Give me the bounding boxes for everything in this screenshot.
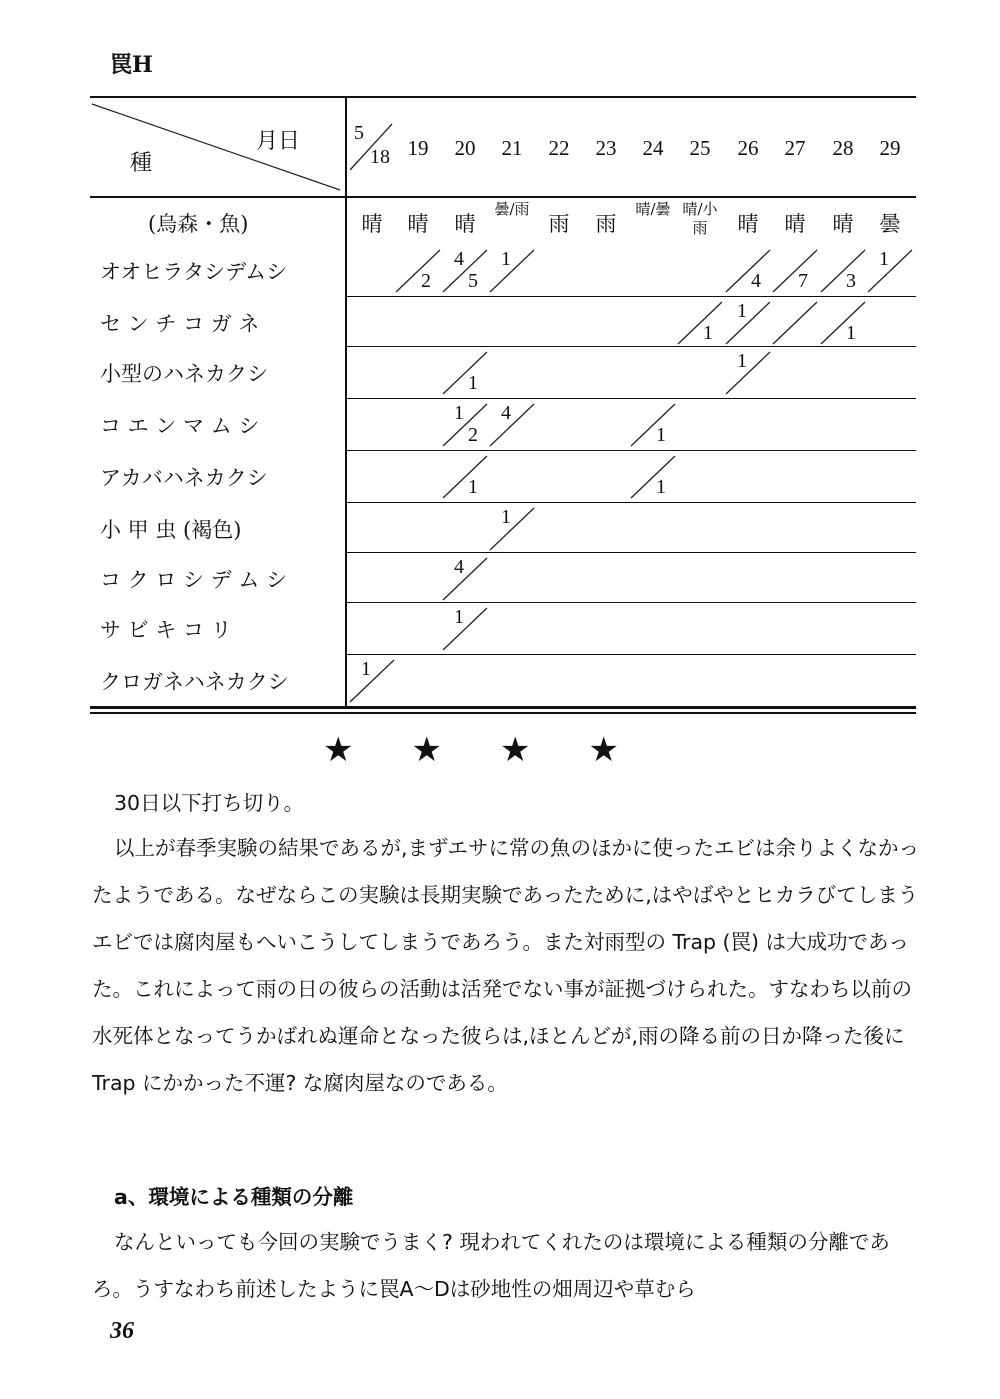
date-label: 23 xyxy=(595,136,617,160)
cell-count-top: 4 xyxy=(454,556,464,578)
cell-count-top: 4 xyxy=(501,402,511,424)
cell-slash xyxy=(773,302,817,344)
weather-cell: 晴 xyxy=(407,212,429,236)
date-label: 29 xyxy=(879,136,901,160)
cell-count-top: 1 xyxy=(737,300,747,322)
paragraph-1: 以上が春季実験の結果であるが,まずエサに常の魚のほかに使ったエビは余りよくなかったようである。なぜならこの実験は長期実験であったために,はやばやとヒカラびてしまうエビでは腐肉屋もへいこうしてしまうであろう。また対雨型の Trap (罠) は大成功であった。これによって雨の日の彼らの活動は活発でない事が証拠づけられた。すなわち以前の水死体となってうかばれぬ運命となった彼らは,ほとんどが,雨の降る前の日か降った後に Trap にかかった不運? な腐肉屋なのである。 xyxy=(92,836,919,1095)
cell-count-bottom: 1 xyxy=(468,476,478,498)
species-name: コ ク ロ シ デ ム シ xyxy=(100,568,288,592)
cell-count-bottom: 5 xyxy=(468,270,478,292)
weather-cell: 晴 xyxy=(737,212,759,236)
species-name: セ ン チ コ ガ ネ xyxy=(100,312,260,336)
weather-cell: 晴 xyxy=(361,212,383,236)
weather-cell: 曇 xyxy=(879,212,901,236)
date-label: 19 xyxy=(407,136,429,160)
cell-count-top: 1 xyxy=(879,248,889,270)
cell-count-bottom: 1 xyxy=(656,424,666,446)
cell-count-top: 1 xyxy=(737,350,747,372)
cell-count-bottom: 1 xyxy=(656,476,666,498)
date-label: 28 xyxy=(832,136,854,160)
cell-count-bottom: 2 xyxy=(421,270,431,292)
cell-count-bottom: 3 xyxy=(846,270,856,292)
date-label: 25 xyxy=(689,136,711,160)
date-label: 21 xyxy=(501,136,523,160)
species-name: クロガネハネカクシ xyxy=(100,670,289,694)
cell-count-top: 1 xyxy=(501,506,511,528)
cell-count-bottom: 1 xyxy=(703,322,713,344)
header-species: 種 xyxy=(130,151,153,176)
cutoff-text: 30日以下打ち切り。 xyxy=(114,791,305,815)
date-label: 27 xyxy=(784,136,806,160)
cell-count-top: 1 xyxy=(454,606,464,628)
paragraph-2: なんといっても今回の実験でうまく? 現われてくれたのは環境による種類の分離であろ。うすなわち前述したように罠A〜Dは砂地性の畑周辺や草むら xyxy=(92,1230,890,1301)
weather-cell: 晴/曇 xyxy=(635,200,671,218)
cell-count-top: 1 xyxy=(501,248,511,270)
date-label: 22 xyxy=(548,136,570,160)
cell-count-bottom: 1 xyxy=(846,322,856,344)
cell-count-bottom: 7 xyxy=(798,270,808,292)
sub-label: (烏森・魚) xyxy=(148,212,249,236)
cell-count-bottom: 2 xyxy=(468,424,478,446)
species-name: 小 甲 虫 (褐色) xyxy=(100,518,242,542)
date-first-month: 5 xyxy=(354,122,364,144)
species-name: オオヒラタシデムシ xyxy=(100,260,288,284)
cell-count-bottom: 4 xyxy=(751,270,761,292)
header-month-day: 月日 xyxy=(256,129,301,154)
date-first-day: 18 xyxy=(370,146,390,168)
section-heading: a、環境による種類の分離 xyxy=(114,1185,354,1209)
cell-count-top: 1 xyxy=(454,402,464,424)
date-label: 24 xyxy=(642,136,664,160)
weather-cell: 晴 xyxy=(454,212,476,236)
species-name: 小型のハネカクシ xyxy=(100,362,268,386)
table-title: 罠H xyxy=(110,52,153,78)
cell-count-bottom: 1 xyxy=(468,372,478,394)
weather-cell: 雨 xyxy=(548,212,570,236)
cell-count-top: 4 xyxy=(454,248,464,270)
cell-count-top: 1 xyxy=(361,658,371,680)
weather-cell: 雨 xyxy=(595,212,617,236)
weather-cell: 晴/小雨 xyxy=(682,200,718,237)
weather-cell: 晴 xyxy=(832,212,854,236)
weather-cell: 曇/雨 xyxy=(494,200,530,218)
page-number: 36 xyxy=(110,1318,134,1344)
species-name: サ ビ キ コ リ xyxy=(100,618,232,642)
section-break-stars: ★★★★ xyxy=(323,730,677,770)
date-label: 26 xyxy=(737,136,759,160)
date-label: 20 xyxy=(454,136,476,160)
species-name: アカバハネカクシ xyxy=(100,466,268,490)
species-name: コ エ ン マ ム シ xyxy=(100,414,260,438)
weather-cell: 晴 xyxy=(784,212,806,236)
